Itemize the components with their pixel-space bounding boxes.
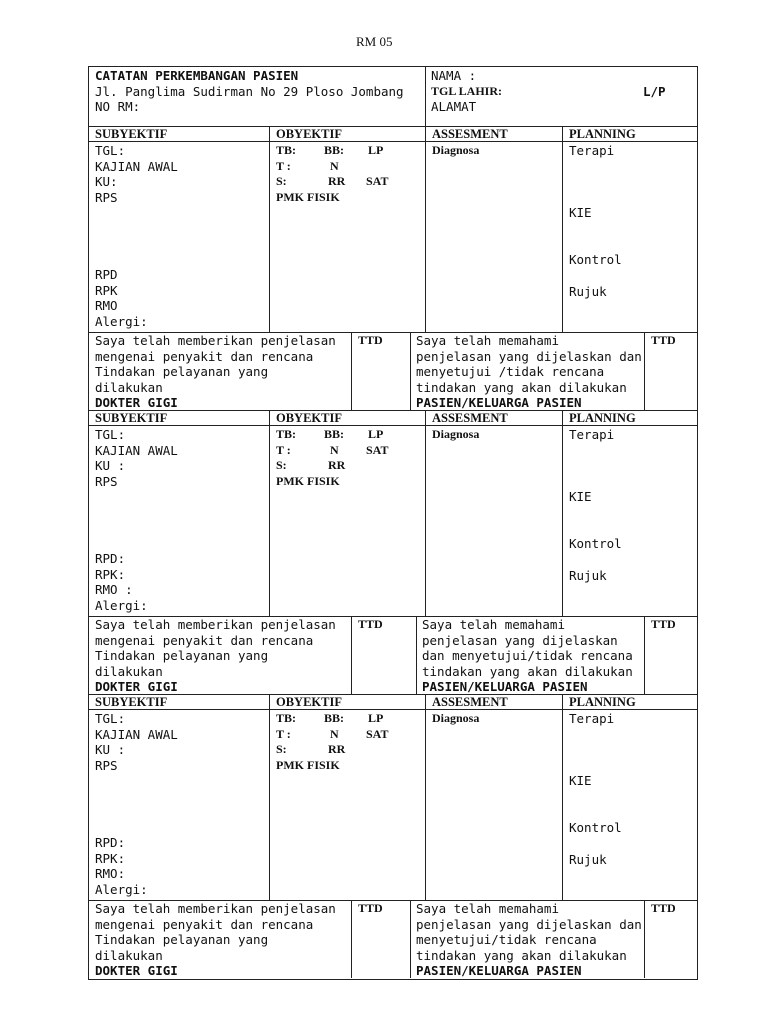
rpk-field: RPK (95, 282, 118, 298)
nadi-field: N (330, 726, 339, 741)
tgl-lahir-text: TGL LAHIR: (431, 83, 503, 98)
kajian-awal-field: KAJIAN AWAL (95, 726, 178, 742)
ku-field: KU : (95, 742, 126, 757)
rpd-field: RPD: (95, 835, 126, 850)
lp-field: LP (368, 427, 384, 441)
col-header-planning: PLANNING (569, 695, 636, 709)
kontrol-field: Kontrol (569, 252, 622, 267)
rr-field: RR (328, 174, 346, 188)
form-code: RM 05 (356, 34, 393, 49)
pmk-fisik-field: PMK FISIK (276, 473, 340, 488)
patient-signature-label: TTD (651, 617, 676, 631)
terapi-field: Terapi (569, 143, 615, 158)
sat-field: SAT (366, 726, 389, 741)
doctor-statement-line: Tindakan pelayanan yang (95, 364, 269, 379)
rr-field: RR (328, 458, 346, 472)
patient-statement-line: Saya telah memahami (422, 617, 565, 632)
patient-statement-line: tindakan yang akan dilakukan (422, 663, 633, 679)
patient-statement-line: penjelasan yang dijelaskan dan (416, 916, 642, 932)
col-header-obyektif: OBYEKTIF (276, 411, 342, 425)
kontrol-field: Kontrol (569, 820, 622, 835)
col-header-subyektif: SUBYEKTIF (95, 695, 168, 709)
subyektif-cell (95, 711, 267, 897)
doctor-role-label: DOKTER GIGI (95, 679, 178, 693)
doctor-statement (95, 901, 351, 977)
rps-field: RPS (95, 473, 118, 489)
s-field: S: (276, 458, 287, 472)
patient-statement-line: Saya telah memahami (416, 901, 559, 916)
nadi-field: N (330, 442, 339, 457)
rujuk-field: Rujuk (569, 567, 607, 583)
doctor-role-label: DOKTER GIGI (95, 963, 178, 977)
header-left (95, 68, 425, 126)
obyektif-cell (276, 143, 426, 329)
col-header-obyektif: OBYEKTIF (276, 127, 342, 141)
rujuk-field: Rujuk (569, 283, 607, 299)
tb-field: TB: (276, 143, 297, 157)
planning-cell (569, 143, 699, 329)
rpd-field: RPD (95, 267, 118, 282)
kajian-awal-field: KAJIAN AWAL (95, 158, 178, 174)
patient-statement-line: menyetujui/tidak rencana (416, 932, 597, 947)
terapi-field: Terapi (569, 711, 615, 726)
rpd-field: RPD: (95, 551, 126, 566)
s-field: S: (276, 742, 287, 756)
rmo-field: RMO : (95, 582, 133, 597)
alamat-label: ALAMAT (431, 99, 477, 114)
patient-statement-line: penjelasan yang dijelaskan (422, 632, 618, 648)
doctor-statement-line: Saya telah memberikan penjelasan (95, 617, 336, 632)
rps-field: RPS (95, 757, 118, 773)
rr-field: RR (328, 742, 346, 756)
nama-label: NAMA : (431, 68, 477, 83)
patient-statement (416, 333, 646, 409)
doctor-statement-line: Tindakan pelayanan yang (95, 648, 269, 663)
pmk-fisik-field: PMK FISIK (276, 757, 340, 772)
col-header-assesment: ASSESMENT (432, 127, 508, 141)
patient-statement (422, 617, 652, 693)
tgl-lahir-label (431, 84, 691, 100)
tb-field: TB: (276, 427, 297, 441)
lp-field: LP (368, 711, 384, 725)
form-frame (88, 66, 698, 980)
doctor-statement (95, 333, 351, 409)
kontrol-field: Kontrol (569, 536, 622, 551)
bb-field: BB: (324, 427, 345, 441)
clinic-address: Jl. Panglima Sudirman No 29 Ploso Jombang (95, 83, 404, 99)
header-right (431, 68, 691, 126)
bb-field: BB: (324, 143, 345, 157)
kajian-awal-field: KAJIAN AWAL (95, 442, 178, 458)
no-rm-label: NO RM: (95, 99, 141, 114)
doctor-statement-line: mengenai penyakit dan rencana (95, 916, 314, 932)
form-title: CATATAN PERKEMBANGAN PASIEN (95, 68, 299, 83)
kie-field: KIE (569, 488, 592, 504)
doctor-statement (95, 617, 351, 693)
temperature-field: T : (276, 726, 291, 741)
temperature-field: T : (276, 442, 291, 457)
rujuk-field: Rujuk (569, 851, 607, 867)
ku-field: KU: (95, 174, 118, 189)
rpk-field: RPK: (95, 850, 126, 866)
doctor-statement-line: dilakukan (95, 379, 163, 395)
patient-statement-line: menyetujui /tidak rencana (416, 364, 605, 379)
patient-statement-line: dan menyetujui/tidak rencana (422, 648, 633, 663)
doctor-signature-label: TTD (358, 617, 383, 631)
temperature-field: T : (276, 158, 291, 173)
doctor-signature-label: TTD (358, 901, 383, 915)
tb-field: TB: (276, 711, 297, 725)
doctor-statement-line: mengenai penyakit dan rencana (95, 632, 314, 648)
col-header-assesment: ASSESMENT (432, 411, 508, 425)
kie-field: KIE (569, 772, 592, 788)
gender-label: L/P (643, 83, 666, 99)
rps-field: RPS (95, 189, 118, 205)
patient-signature-label: TTD (651, 901, 676, 915)
planning-cell (569, 427, 699, 613)
obyektif-cell (276, 427, 426, 613)
tgl-field: TGL: (95, 143, 126, 158)
s-field: S: (276, 174, 287, 188)
patient-statement-line: penjelasan yang dijelaskan dan (416, 348, 642, 364)
tgl-field: TGL: (95, 711, 126, 726)
diagnosa-field: Diagnosa (432, 711, 480, 725)
alergi-field: Alergi: (95, 881, 148, 897)
terapi-field: Terapi (569, 427, 615, 442)
lp-field: LP (368, 143, 384, 157)
alergi-field: Alergi: (95, 597, 148, 613)
planning-cell (569, 711, 699, 897)
col-header-planning: PLANNING (569, 411, 636, 425)
sat-field: SAT (366, 173, 389, 188)
rpk-field: RPK: (95, 566, 126, 582)
col-header-subyektif: SUBYEKTIF (95, 411, 168, 425)
doctor-signature-label: TTD (358, 333, 383, 347)
patient-statement (416, 901, 646, 977)
pmk-fisik-field: PMK FISIK (276, 189, 340, 204)
col-header-subyektif: SUBYEKTIF (95, 127, 168, 141)
patient-role-label: PASIEN/KELUARGA PASIEN (422, 679, 588, 693)
kie-field: KIE (569, 204, 592, 220)
subyektif-cell (95, 427, 267, 613)
rmo-field: RMO: (95, 866, 126, 881)
obyektif-cell (276, 711, 426, 897)
nadi-field: N (330, 158, 339, 173)
patient-role-label: PASIEN/KELUARGA PASIEN (416, 963, 582, 977)
patient-statement-line: tindakan yang akan dilakukan (416, 379, 627, 395)
col-header-planning: PLANNING (569, 127, 636, 141)
doctor-statement-line: dilakukan (95, 947, 163, 963)
alergi-field: Alergi: (95, 313, 148, 329)
doctor-statement-line: Saya telah memberikan penjelasan (95, 333, 336, 348)
col-header-obyektif: OBYEKTIF (276, 695, 342, 709)
col-header-assesment: ASSESMENT (432, 695, 508, 709)
tgl-field: TGL: (95, 427, 126, 442)
doctor-role-label: DOKTER GIGI (95, 395, 178, 409)
patient-role-label: PASIEN/KELUARGA PASIEN (416, 395, 582, 409)
patient-signature-label: TTD (651, 333, 676, 347)
patient-statement-line: tindakan yang akan dilakukan (416, 947, 627, 963)
doctor-statement-line: Tindakan pelayanan yang (95, 932, 269, 947)
patient-statement-line: Saya telah memahami (416, 333, 559, 348)
diagnosa-field: Diagnosa (432, 427, 480, 441)
diagnosa-field: Diagnosa (432, 143, 480, 157)
bb-field: BB: (324, 711, 345, 725)
doctor-statement-line: dilakukan (95, 663, 163, 679)
rmo-field: RMO (95, 298, 118, 313)
subyektif-cell (95, 143, 267, 329)
doctor-statement-line: Saya telah memberikan penjelasan (95, 901, 336, 916)
ku-field: KU : (95, 458, 126, 473)
sat-field: SAT (366, 442, 389, 457)
doctor-statement-line: mengenai penyakit dan rencana (95, 348, 314, 364)
